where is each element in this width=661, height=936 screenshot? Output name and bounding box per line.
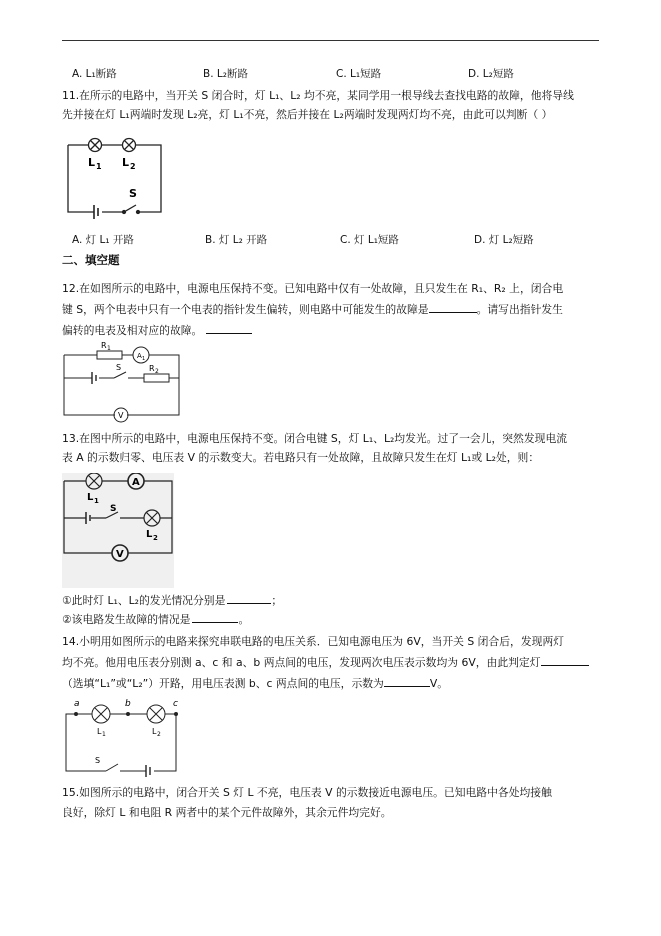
- q11-label-s: S: [129, 187, 137, 200]
- q15-text-line1: 15.如图所示的电路中，闭合开关 S 灯 L 不亮，电压表 V 的示数接近电源电压。已知电路中各处均接触: [62, 786, 552, 799]
- q13-label-l2-sub: 2: [153, 534, 158, 542]
- q13-label-l2: L: [146, 529, 153, 540]
- battery-icon: [94, 205, 98, 219]
- resistor-r1-icon: [97, 351, 122, 359]
- point-b-dot: [126, 712, 130, 716]
- battery-icon: [86, 512, 90, 524]
- q12-text-line1: 12.在如图所示的电路中，电源电压保持不变。已知电路中仅有一处故障，且只发生在 R₁、R₂ 上，闭合电: [62, 282, 564, 295]
- q14-label-b: b: [125, 699, 131, 709]
- switch-icon: [114, 372, 126, 378]
- q11-label-l1: L: [88, 156, 96, 169]
- q14-text-line1: 14.小明用如图所示的电路来探究串联电路的电压关系．已知电源电压为 6V，当开关 S 闭合后，发现两灯: [62, 635, 565, 648]
- q12-blank-1[interactable]: [429, 302, 477, 313]
- q12-text-line2b: 。请写出指针发生: [476, 303, 563, 316]
- q14-blank-1[interactable]: [541, 655, 589, 666]
- q14-text-line2: [62, 655, 589, 671]
- q13-sub2-end: 。: [238, 613, 250, 626]
- q14-blank-2[interactable]: [384, 676, 430, 687]
- q10-option-d: D. L₂短路: [468, 68, 514, 80]
- q13-sub1: [62, 593, 282, 609]
- q12-label-r2: R: [149, 364, 155, 373]
- q14-text-line2a: 均不亮。他用电压表分别测 a、c 和 a、b 两点间的电压，发现两次电压表示数均为 6V，由此判定灯: [62, 656, 541, 669]
- q12-text-line2: [62, 302, 563, 318]
- q11-option-d: D. 灯 L₂短路: [474, 234, 534, 246]
- q14-circuit-figure: [62, 695, 188, 783]
- q12-label-r1-sub: 1: [107, 345, 111, 352]
- battery-icon: [146, 765, 150, 777]
- q13-circuit-figure: [62, 473, 174, 588]
- q14-label-s: S: [95, 756, 101, 765]
- q14-label-l2-sub: 2: [157, 731, 161, 738]
- q13-label-l1: L: [87, 492, 94, 503]
- q14-label-c: c: [173, 699, 178, 709]
- q13-blank-2[interactable]: [192, 612, 238, 623]
- q12-label-s: S: [116, 363, 122, 372]
- q13-sub2-text: ②该电路发生故障的情况是: [62, 613, 191, 626]
- q13-label-a: A: [132, 477, 140, 488]
- battery-icon: [92, 372, 96, 384]
- q12-label-v: V: [118, 411, 124, 420]
- q11-text-line1: 11.在所示的电路中，当开关 S 闭合时，灯 L₁、L₂ 均不亮，某同学用一根导线去查找电路的故障，他将导线: [62, 89, 574, 102]
- q13-sub1-end: ；: [271, 594, 283, 607]
- q11-text-line2: 先并接在灯 L₁两端时发现 L₂亮，灯 L₁不亮，然后并接在 L₂两端时发现两灯均不亮，由此可以判断（ ）: [62, 108, 553, 121]
- q11-label-l2: L: [122, 156, 130, 169]
- q14-text-line3a: （选填“L₁”或“L₂”）开路，用电压表测 b、c 两点间的电压，示数为: [62, 677, 384, 690]
- q13-label-s: S: [110, 504, 117, 514]
- q12-blank-2[interactable]: [206, 323, 252, 334]
- q12-label-a1-sub: 1: [142, 356, 146, 362]
- q13-sub2: [62, 612, 249, 628]
- q14-text-line3b: V。: [429, 677, 449, 690]
- q11-circuit-figure: [66, 135, 166, 221]
- q12-text-line2a: 键 S，两个电表中只有一个电表的指针发生偏转，则电路中可能发生的故障是: [62, 303, 429, 316]
- section-title: 二、填空题: [62, 253, 120, 267]
- q13-text-line2: 表 A 的示数归零、电压表 V 的示数变大。若电路只有一处故障，且故障只发生在灯 L₁或 L₂处，则：: [62, 451, 540, 464]
- top-rule: [62, 40, 599, 41]
- q12-circuit-figure: [62, 340, 182, 428]
- q15-text-line2: 良好，除灯 L 和电阻 R 两者中的某个元件故障外，其余元件均完好。: [62, 806, 392, 819]
- q13-sub1-text: ①此时灯 L₁、L₂的发光情况分别是: [62, 594, 226, 607]
- q12-label-a1: A: [137, 352, 142, 360]
- q11-option-a: A. 灯 L₁ 开路: [72, 234, 134, 246]
- point-c-dot: [174, 712, 178, 716]
- q14-label-a: a: [74, 699, 80, 709]
- q12-text-line3: [62, 323, 252, 339]
- q14-label-l1-sub: 1: [102, 731, 106, 738]
- q13-label-l1-sub: 1: [94, 497, 99, 505]
- q14-text-line3: [62, 676, 448, 692]
- q14-label-l1: L: [97, 727, 102, 736]
- switch-icon: [106, 764, 118, 771]
- q11-option-c: C. 灯 L₁短路: [340, 234, 399, 246]
- q13-text-line1: 13.在图中所示的电路中，电源电压保持不变。闭合电键 S，灯 L₁、L₂均发光。过了一会儿，突然发现电流: [62, 432, 568, 445]
- point-a-dot: [74, 712, 78, 716]
- q12-label-r2-sub: 2: [155, 368, 159, 375]
- resistor-r2-icon: [144, 374, 169, 382]
- q11-label-l2-sub: 2: [130, 162, 136, 171]
- q11-option-b: B. 灯 L₂ 开路: [205, 234, 268, 246]
- q10-option-c: C. L₁短路: [336, 68, 382, 80]
- q14-label-l2: L: [152, 727, 157, 736]
- q13-label-v: V: [116, 549, 124, 560]
- q11-label-l1-sub: 1: [96, 162, 102, 171]
- q12-label-r1: R: [101, 341, 107, 350]
- q12-text-line3-label: 偏转的电表及相对应的故障。: [62, 324, 203, 337]
- q10-option-b: B. L₂断路: [203, 68, 248, 80]
- q13-blank-1[interactable]: [227, 593, 271, 604]
- q10-option-a: A. L₁断路: [72, 68, 117, 80]
